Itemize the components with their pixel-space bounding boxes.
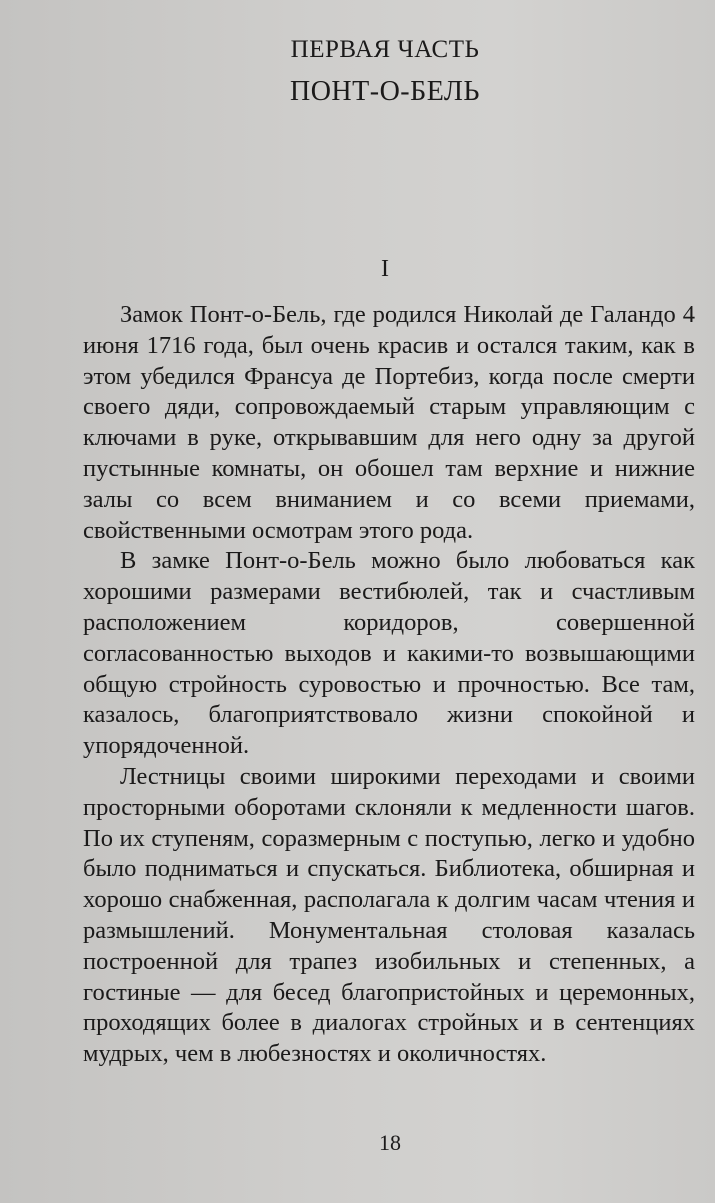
paragraph: Лестницы своими широкими переходами и своими просторными оборотами склоняли к медленности шагов. По их ступеням, соразмерным с поступью, легко и удобно было подниматься и спускаться. Библиотека, обширная и хорошо снабженная, располагала к долгим часам чтения и размышлений. Монументальная столовая казалась построенной для трапез изобильных и степенных, а гостиные — для бесед благопристойных и церемонных, проходящих более в диалогах стройных и в сентенциях мудрых, чем в любезностях и околичностях. (83, 762, 695, 1068)
part-label: ПЕРВАЯ ЧАСТЬ (290, 36, 480, 63)
chapter-number: I (381, 256, 389, 282)
chapter-body (83, 300, 695, 1070)
paragraph: В замке Понт-о-Бель можно было любоваться как хорошими размерами вестибюлей, так и счастливым расположением коридоров, совершенной согласованностью выходов и какими-то возвышающими общую стройность суровостью и прочностью. Все там, казалось, благоприятствовало жизни спокойной и упорядоченной. (83, 547, 695, 760)
part-title: ПОНТ-О-БЕЛЬ (289, 76, 480, 107)
paragraph: Замок Понт-о-Бель, где родился Николай де Галандо 4 июня 1716 года, был очень красив и остался таким, как в этом убедился Франсуа де Портебиз, когда после смерти своего дяди, сопровождаемый старым управляющим с ключами в руке, открывавшим для него одну за другой пустынные комнаты, он обошел там верхние и нижние залы со всем вниманием и со всеми приемами, свойственными осмотрам этого рода. (83, 301, 695, 544)
page-number: 18 (379, 1130, 401, 1155)
